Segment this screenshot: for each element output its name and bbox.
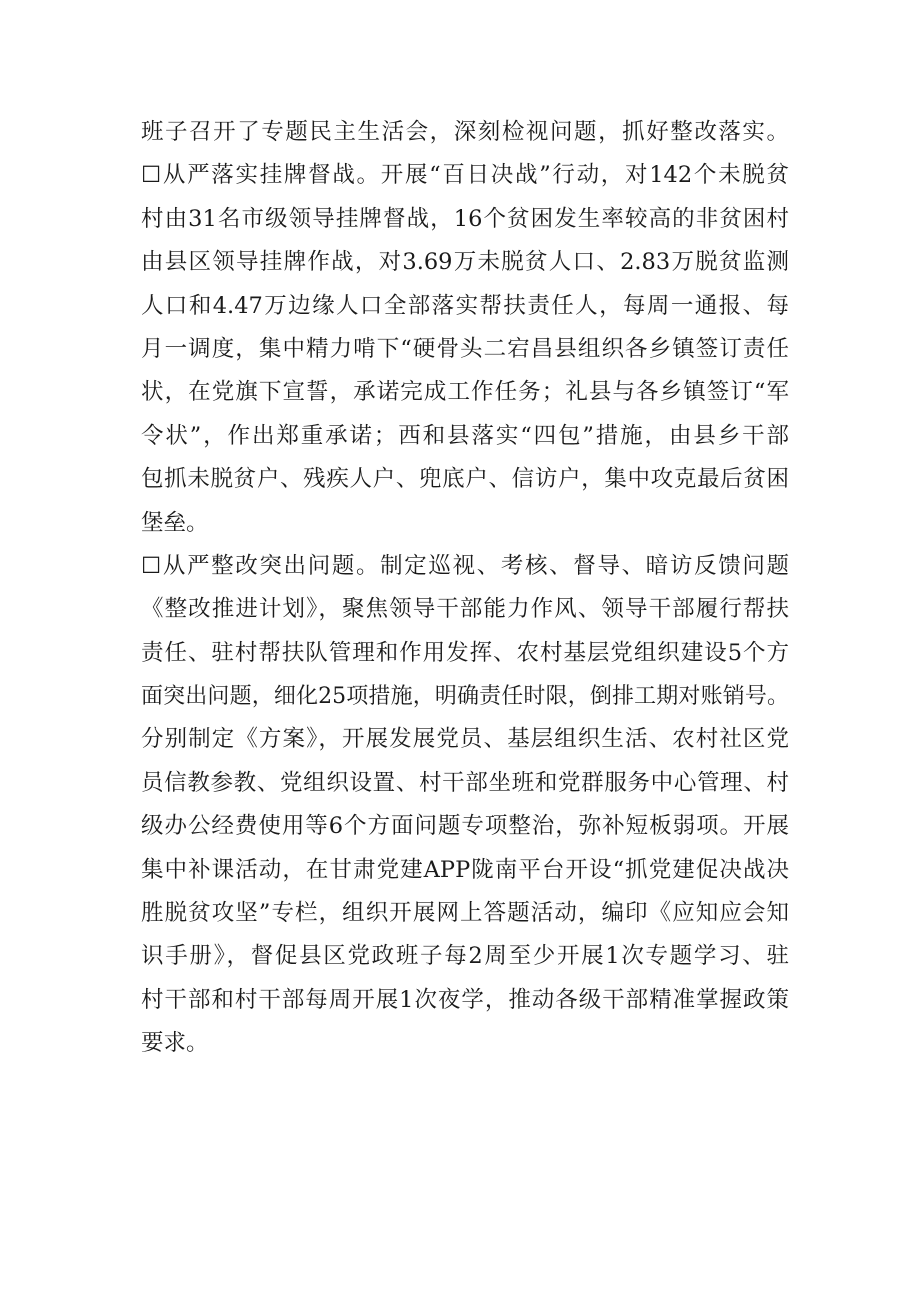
text-line: 识手册》，督促县区党政班子每2周至少开展1次专题学习、驻 xyxy=(141,943,789,970)
text-line: 面突出问题，细化25项措施，明确责任时限，倒排工期对账销号。 xyxy=(141,684,789,710)
text-line: 班子召开了专题民主生活会，深刻检视问题，抓好整改落实。 xyxy=(141,119,789,145)
text-line: ☐从严落实挂牌督战。开展“百日决战”行动，对142个未脱贫 xyxy=(141,162,789,189)
body-text xyxy=(141,111,789,1066)
text-line: 集中补课活动，在甘肃党建APP陇南平台开设“抓党建促决战决 xyxy=(141,856,789,883)
text-line: 月一调度，集中精力啃下“硬骨头二宕昌县组织各乡镇签订责任 xyxy=(141,335,789,362)
text-line: 人口和4.47万边缘人口全部落实帮扶责任人，每周一通报、每 xyxy=(141,292,789,319)
text-line: 级办公经费使用等6个方面问题专项整治，弥补短板弱项。开展 xyxy=(141,813,789,840)
text-line: 由县区领导挂牌作战，对3.69万未脱贫人口、2.83万脱贫监测 xyxy=(141,249,789,276)
text-line: 分别制定《方案》，开展发展党员、基层组织生活、农村社区党 xyxy=(141,726,789,753)
text-line: 村干部和村干部每周开展1次夜学，推动各级干部精准掌握政策 xyxy=(141,986,789,1013)
text-line: ☐从严整改突出问题。制定巡视、考核、督导、暗访反馈问题 xyxy=(141,552,789,579)
text-line: 令状”，作出郑重承诺；西和县落实“四包”措施，由县乡干部 xyxy=(141,422,789,449)
text-line: 要求。 xyxy=(141,1030,209,1057)
text-line: 责任、驻村帮扶队管理和作用发挥、农村基层党组织建设5个方 xyxy=(141,639,789,666)
text-line: 堡垒。 xyxy=(141,509,209,536)
text-line: 员信教参教、党组织设置、村干部坐班和党群服务中心管理、村 xyxy=(141,769,789,796)
text-line: 《整改推进计划》，聚焦领导干部能力作风、领导干部履行帮扶 xyxy=(141,596,789,623)
text-line: 状，在党旗下宣誓，承诺完成工作任务；礼县与各乡镇签订“军 xyxy=(141,379,789,406)
text-line: 胜脱贫攻坚”专栏，组织开展网上答题活动，编印《应知应会知 xyxy=(141,900,789,927)
text-line: 包抓未脱贫户、残疾人户、兜底户、信访户，集中攻克最后贫困 xyxy=(141,466,789,493)
text-line: 村由31名市级领导挂牌督战，16个贫困发生率较高的非贫困村 xyxy=(141,205,789,232)
